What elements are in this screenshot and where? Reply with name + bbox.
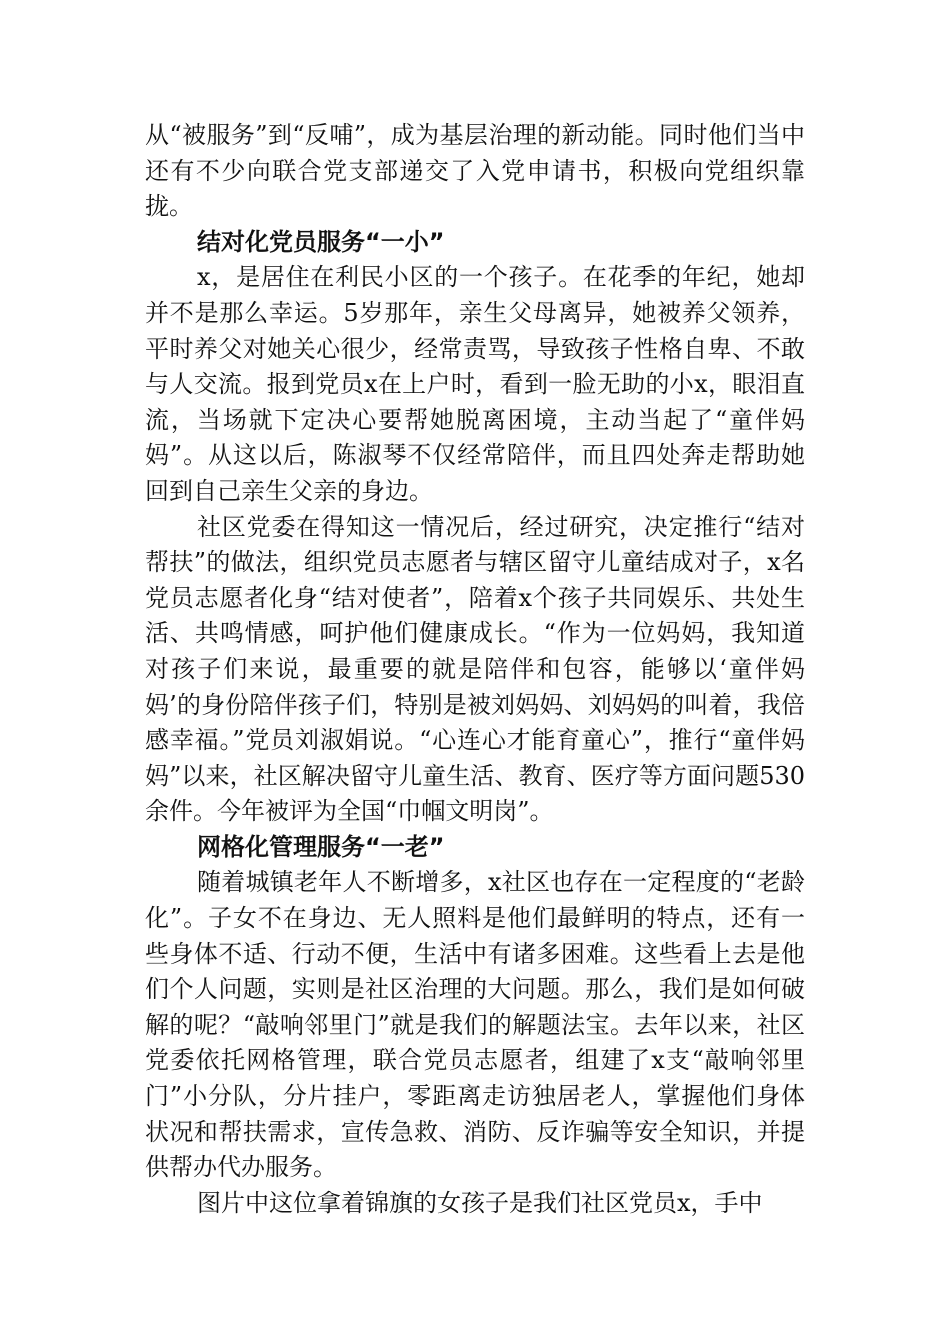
section-heading: 网格化管理服务“一老”: [197, 832, 445, 861]
paragraph: 图片中这位拿着锦旗的女孩子是我们社区党员x，手中: [197, 1188, 763, 1217]
paragraph: 社区党委在得知这一情况后，经过研究，决定推行“结对帮扶”的做法，组织党员志愿者与辖区留守儿童结成对子，x名党员志愿者化身“结对使者”，陪着x个孩子共同娱乐、共处生活、共鸣情感，呵护他们健康成长。“作为一位妈妈，我知道对孩子们来说，最重要的就是陪伴和包容，能够以‘童伴妈妈’的身份陪伴孩子们，特别是被刘妈妈、刘妈妈的叫着，我倍感幸福。”党员刘淑娟说。“心连心才能育童心”，推行“童伴妈妈”以来，社区解决留守儿童生活、教育、医疗等方面问题530余件。今年被评为全国“巾帼文明岗”。: [145, 512, 805, 826]
paragraph: x，是居住在利民小区的一个孩子。在花季的年纪，她却并不是那么幸运。5岁那年，亲生父母离异，她被养父领养，平时养父对她关心很少，经常责骂，导致孩子性格自卑、不敢与人交流。报到党员x在上户时，看到一脸无助的小x，眼泪直流，当场就下定决心要帮她脱离困境，主动当起了“童伴妈妈”。从这以后，陈淑琴不仅经常陪伴，而且四处奔走帮助她回到自己亲生父亲的身边。: [145, 263, 805, 505]
document-body: [145, 118, 805, 1221]
paragraph: 随着城镇老年人不断增多，x社区也存在一定程度的“老龄化”。子女不在身边、无人照料是他们最鲜明的特点，还有一些身体不适、行动不便，生活中有诸多困难。这些看上去是他们个人问题，实则是社区治理的大问题。那么，我们是如何破解的呢？“敲响邻里门”就是我们的解题法宝。去年以来，社区党委依托网格管理，联合党员志愿者，组建了x支“敲响邻里门”小分队，分片挂户，零距离走访独居老人，掌握他们身体状况和帮扶需求，宣传急救、消防、反诈骗等安全知识，并提供帮办代办服务。: [145, 868, 805, 1182]
paragraph: 从“被服务”到“反哺”，成为基层治理的新动能。同时他们当中还有不少向联合党支部递交了入党申请书，积极向党组织靠拢。: [145, 121, 805, 221]
section-heading: 结对化党员服务“一小”: [197, 227, 445, 256]
